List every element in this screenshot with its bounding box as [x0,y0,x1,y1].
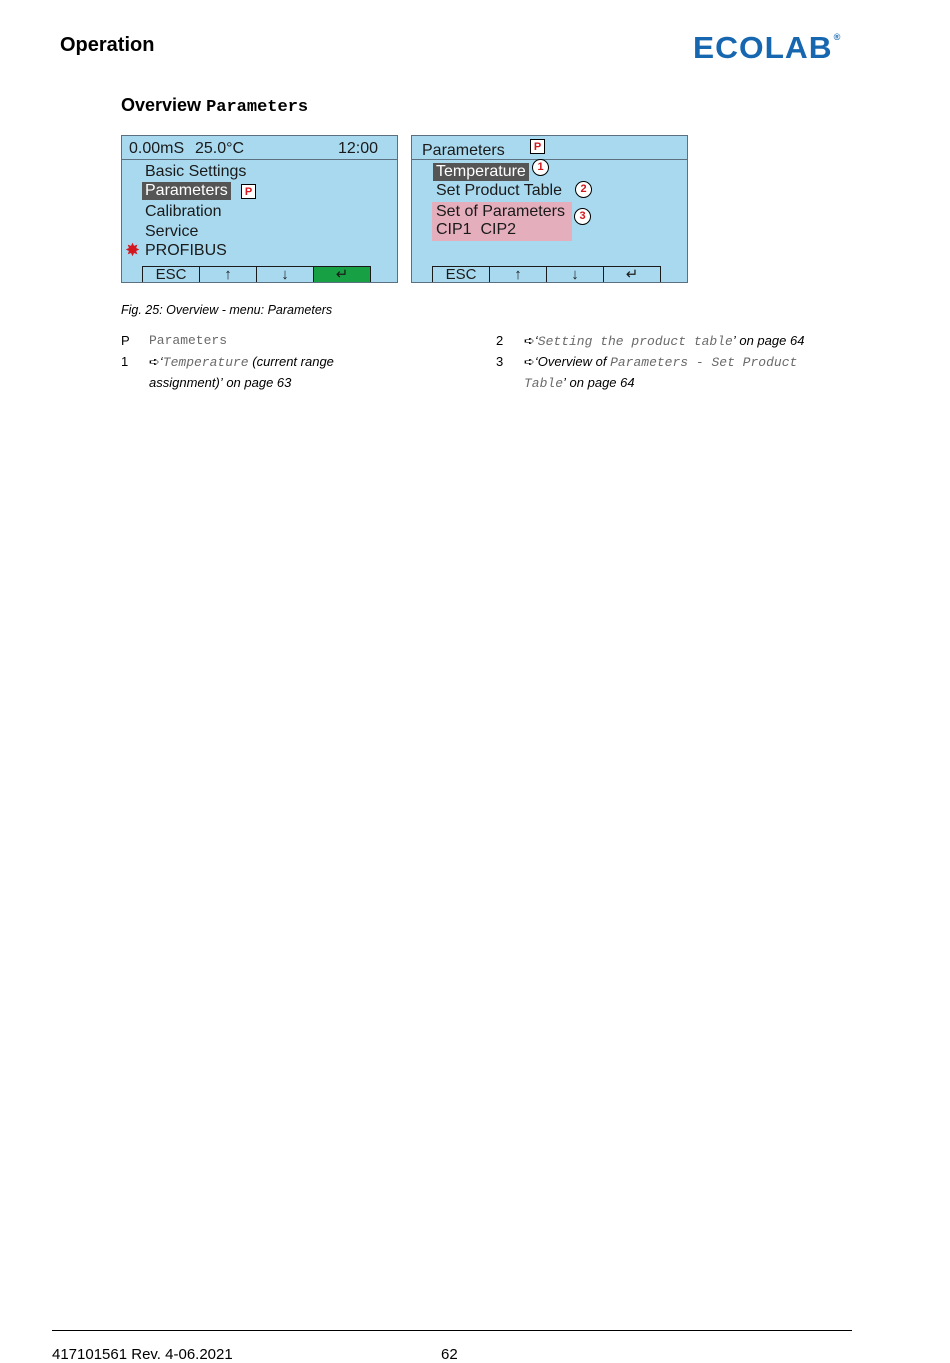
star-burst-icon: ✸ [125,240,141,260]
legend-page: on page 64 [739,333,805,348]
softkey-bar [432,266,660,282]
marker-2-badge: 2 [575,181,592,198]
legend-page: on page 63 [226,375,292,390]
reference-arrow-icon: ➪ [149,354,160,369]
legend-key: P [121,333,130,348]
softkey-up[interactable]: ↑ [489,266,547,282]
footer-doc-id: 417101561 Rev. 4-06.2021 [52,1346,233,1363]
legend-key: 3 [496,354,504,369]
ecolab-logo [693,30,841,66]
softkey-down[interactable]: ↓ [546,266,604,282]
footer-divider [52,1330,852,1331]
section-heading [121,95,308,117]
display-main-menu [121,135,398,283]
page-title: Operation [60,34,155,56]
legend-rest: (current range assignment) [149,354,334,390]
menu-item-parameters[interactable]: Parameters [142,182,231,200]
status-time: 12:00 [338,140,379,157]
reference-arrow-icon: ➪ [524,354,535,369]
legend-key: 2 [496,333,504,348]
section-heading-text: Overview [121,95,202,115]
menu-item-calibration[interactable]: Calibration [145,203,222,220]
legend-text[interactable]: ➪‘Overview of Parameters - Set Product Table’ on page 64 [524,354,798,391]
menu-item-profibus[interactable]: PROFIBUS [145,242,227,259]
legend-mono: Setting the product table [537,334,733,349]
softkey-up[interactable]: ↑ [199,266,257,282]
legend-text[interactable]: ➪‘Setting the product table’ on page 64 [524,333,805,349]
menu-item-basic-settings[interactable]: Basic Settings [145,163,247,180]
status-bar [122,136,397,160]
legend-pre: Overview of [537,354,607,369]
menu-item-cip[interactable]: CIP1 CIP2 [436,221,517,238]
legend-page: on page 64 [569,375,635,390]
reference-arrow-icon: ➪ [524,333,535,348]
section-heading-mono: Parameters [206,98,309,117]
legend-text[interactable]: ➪‘Temperature (current range assignment)’ on page 63 [149,354,334,390]
footer-page-number: 62 [441,1346,458,1363]
legend-mono: Parameters - Set Product Table [524,355,798,391]
logo-text: ECOLAB [693,30,833,65]
screen-title: Parameters [422,142,505,159]
marker-p-badge: P [241,184,256,199]
legend-text: Parameters [149,333,228,348]
figure-caption: Fig. 25: Overview - menu: Parameters [121,303,333,317]
marker-p-badge: P [530,139,545,154]
title-bar [412,136,687,160]
softkey-enter[interactable]: ↵ [313,266,371,282]
legend-left [121,331,451,401]
softkey-esc[interactable]: ESC [142,266,200,282]
status-conductivity: 0.00mS [129,140,185,157]
legend-right [496,331,836,401]
menu-item-temperature[interactable]: Temperature [433,163,529,181]
softkey-bar [142,266,370,282]
marker-1-badge: 1 [532,159,549,176]
display-parameters-menu [411,135,688,283]
softkey-enter[interactable]: ↵ [603,266,661,282]
marker-3-badge: 3 [574,208,591,225]
softkey-esc[interactable]: ESC [432,266,490,282]
status-temperature: 25.0°C [195,140,245,157]
legend-mono: Temperature [162,355,249,370]
softkey-down[interactable]: ↓ [256,266,314,282]
legend-key: 1 [121,354,129,369]
registered-mark: ® [833,32,842,42]
menu-item-set-product-table[interactable]: Set Product Table [436,182,563,199]
menu-item-service[interactable]: Service [145,223,199,240]
menu-item-set-of-parameters[interactable]: Set of Parameters [436,203,565,220]
